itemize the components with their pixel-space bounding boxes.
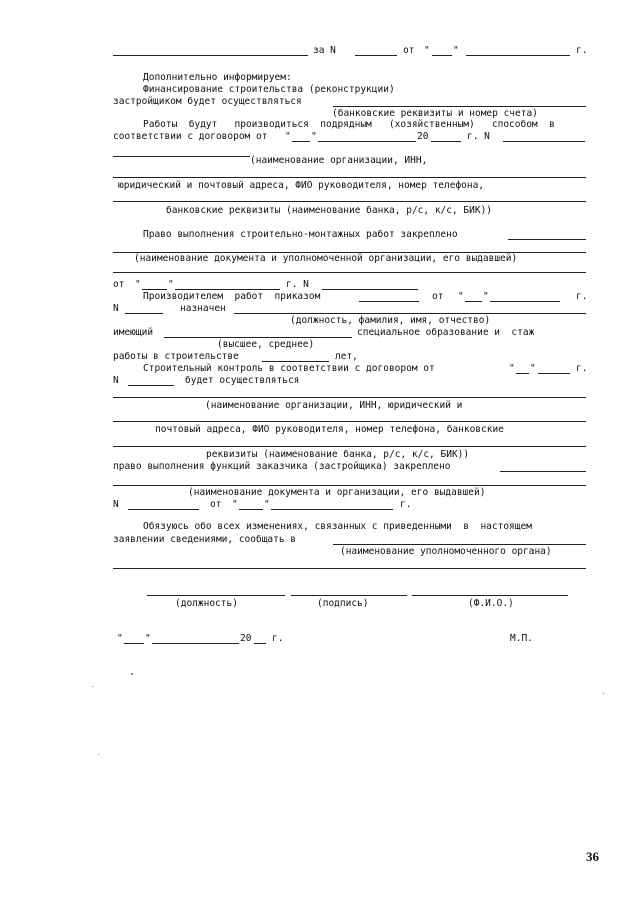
- scan-speck: [92, 686, 93, 687]
- smr-right-text: Право выполнения строительно-монтажных работ закреплено: [143, 229, 458, 240]
- authority-note: (наименование уполномоченного органа): [340, 546, 552, 557]
- quote-open: ": [285, 131, 291, 142]
- signature-caption: (подпись): [317, 598, 369, 609]
- customer-right-blank[interactable]: [500, 471, 586, 472]
- obligation-line-2: заявлении сведениями, сообщать в: [113, 534, 297, 545]
- n-label: N: [113, 375, 119, 386]
- year-blank[interactable]: [254, 643, 266, 644]
- year-prefix: 20: [417, 131, 429, 142]
- scan-speck: [131, 673, 133, 675]
- position-note: (должность, фамилия, имя, отчество): [290, 315, 491, 326]
- month-year-blank[interactable]: [466, 55, 570, 56]
- customer-doc-blank[interactable]: [113, 485, 586, 486]
- address-blank[interactable]: [113, 177, 586, 178]
- quote-open: ": [424, 45, 430, 56]
- day-blank[interactable]: [432, 55, 452, 56]
- control-org-blank[interactable]: [113, 397, 586, 398]
- quote-close: ": [453, 45, 459, 56]
- quote-open: ": [458, 291, 464, 302]
- will-be-text: будет осуществляться: [185, 375, 300, 386]
- month-year-blank[interactable]: [271, 509, 393, 510]
- year-suffix: г.: [576, 291, 588, 302]
- additional-info: Дополнительно информируем:: [143, 72, 292, 83]
- g-n-label: г. N: [467, 131, 490, 142]
- financing-text: Финансирование строительства (реконструкции): [143, 84, 395, 95]
- works-line-1: Работы будут производиться подрядным (хозяйственным) способом в: [143, 119, 555, 130]
- number-blank[interactable]: [322, 289, 418, 290]
- number-blank[interactable]: [355, 55, 397, 56]
- authority-blank[interactable]: [333, 544, 586, 545]
- bank-details-blank[interactable]: [333, 106, 586, 107]
- appointee-blank[interactable]: [234, 313, 586, 314]
- za-n-label: за N: [313, 45, 336, 56]
- page-number: 36: [586, 849, 599, 864]
- order-blank[interactable]: [359, 301, 419, 302]
- control-text: Строительный контроль в соответствии с договором от: [143, 363, 435, 374]
- education-blank[interactable]: [164, 337, 352, 338]
- year-suffix: г.: [576, 45, 588, 56]
- quote-open: ": [117, 633, 123, 644]
- document-blank-2[interactable]: [113, 272, 586, 273]
- order-number-blank[interactable]: [125, 313, 163, 314]
- special-education-text: специальное образование и стаж: [357, 327, 535, 338]
- year-suffix: г.: [400, 499, 412, 510]
- month-year-blank[interactable]: [538, 373, 570, 374]
- developer-text: застройщиком будет осуществляться: [113, 96, 302, 107]
- quote-close: ": [530, 363, 536, 374]
- blank-line[interactable]: [113, 55, 308, 56]
- scan-speck: [603, 693, 604, 694]
- bank-note: банковские реквизиты (наименование банка, р/с, к/с, БИК)): [166, 205, 493, 216]
- doc-org-issuer-note: (наименование документа и организации, его выдавшей): [188, 487, 486, 498]
- ot-label: от: [210, 499, 222, 510]
- customer-right-text: право выполнения функций заказчика (застройщика) закреплено: [113, 461, 451, 472]
- works-line-2: соответствии с договором от: [113, 131, 268, 142]
- day-blank[interactable]: [142, 289, 167, 290]
- contract-number-blank[interactable]: [503, 141, 585, 142]
- ot-label: от: [432, 291, 444, 302]
- requisites-note: реквизиты (наименование банка, р/с, к/с, БИК)): [206, 449, 470, 460]
- ot-label: от: [403, 45, 415, 56]
- fio-caption: (Ф.И.О.): [468, 598, 514, 609]
- control-bank-blank[interactable]: [113, 446, 586, 447]
- year-suffix: г.: [272, 633, 284, 644]
- year-suffix: г.: [576, 363, 588, 374]
- ot-label: от: [113, 279, 125, 290]
- quote-close: ": [168, 279, 174, 290]
- quote-close: ": [264, 499, 270, 510]
- fio-signature-line[interactable]: [412, 595, 568, 596]
- scan-speck: [98, 754, 99, 755]
- month-year-blank[interactable]: [175, 289, 280, 290]
- quote-close: ": [483, 291, 489, 302]
- quote-close: ": [311, 131, 317, 142]
- quote-close: ": [145, 633, 151, 644]
- address-note: юридический и почтовый адреса, ФИО руководителя, номер телефона,: [118, 180, 485, 191]
- control-address-blank[interactable]: [113, 421, 586, 422]
- doc-number-blank[interactable]: [128, 509, 199, 510]
- appointed-label: назначен: [180, 303, 226, 314]
- bank-blank[interactable]: [113, 201, 586, 202]
- quote-open: ": [135, 279, 141, 290]
- years-label: лет,: [335, 351, 358, 362]
- quote-open: ": [232, 499, 238, 510]
- years-blank[interactable]: [262, 361, 329, 362]
- authority-blank-2[interactable]: [113, 568, 586, 569]
- position-signature-line[interactable]: [147, 595, 285, 596]
- n-label: N: [113, 499, 119, 510]
- construction-experience: работы в строительстве: [113, 351, 239, 362]
- g-n-label: г. N: [286, 279, 309, 290]
- day-blank[interactable]: [516, 373, 529, 374]
- day-blank[interactable]: [239, 509, 263, 510]
- postal-note: почтовый адреса, ФИО руководителя, номер телефона, банковские: [155, 424, 504, 435]
- org-inn-legal-note: (наименование организации, ИНН, юридический и: [205, 400, 463, 411]
- year-blank[interactable]: [431, 141, 461, 142]
- org-blank[interactable]: [113, 156, 250, 157]
- month-year-blank[interactable]: [490, 301, 560, 302]
- quote-open: ": [509, 363, 515, 374]
- month-blank[interactable]: [152, 643, 239, 644]
- education-note: (высшее, среднее): [217, 339, 315, 350]
- day-blank[interactable]: [292, 141, 310, 142]
- having-label: имеющий: [113, 327, 154, 338]
- signature-line[interactable]: [291, 595, 407, 596]
- position-caption: (должность): [175, 598, 238, 609]
- stamp-place: М.П.: [510, 633, 533, 644]
- day-blank[interactable]: [124, 643, 144, 644]
- smr-right-blank[interactable]: [508, 239, 586, 240]
- year-prefix: 20: [240, 633, 252, 644]
- month-blank[interactable]: [318, 141, 416, 142]
- bank-details-note: (банковские реквизиты и номер счета): [332, 108, 538, 119]
- producer-text: Производителем работ приказом: [143, 291, 321, 302]
- n-label: N: [113, 303, 119, 314]
- obligation-line-1: Обязуюсь обо всех изменениях, связанных с приведенными в настоящем: [143, 521, 532, 532]
- contract-number-blank[interactable]: [128, 385, 174, 386]
- day-blank[interactable]: [465, 301, 482, 302]
- doc-org-note: (наименование документа и уполномоченной организации, его выдавшей): [134, 253, 518, 264]
- org-inn-note: (наименование организации, ИНН,: [250, 155, 428, 166]
